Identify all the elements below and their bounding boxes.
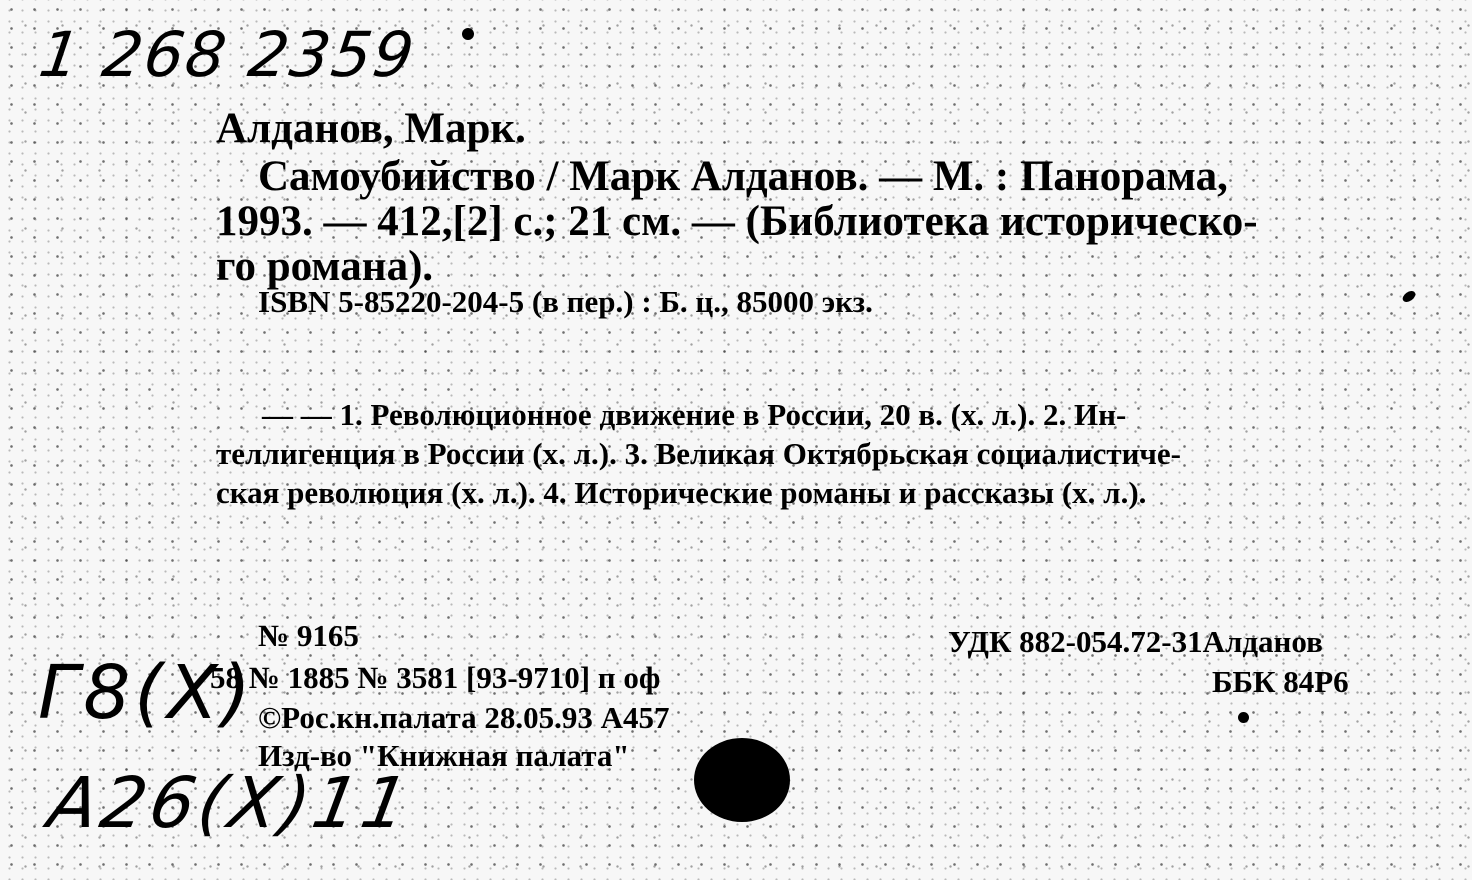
handwritten-call-number: 1 268 2359 <box>34 18 421 91</box>
copyright-line: ©Рос.кн.палата 28.05.93 А457 <box>258 700 670 735</box>
bbk-code: ББК 84Р6 <box>1212 664 1349 699</box>
subject-line-2: теллигенция в России (х. л.). 3. Великая Октябрьская социалистиче- <box>216 436 1181 471</box>
record-number: № 9165 <box>258 618 359 653</box>
registration-numbers: 58 № 1885 № 3581 [93-9710] п оф <box>210 660 661 695</box>
title-line-1: Самоубийство / Марк Алданов. — М. : Панорама, <box>258 153 1228 200</box>
title-line-3: го романа). <box>216 243 434 290</box>
isbn-line: ISBN 5-85220-204-5 (в пер.) : Б. ц., 85000 экз. <box>258 284 873 319</box>
ink-mark <box>1401 289 1418 304</box>
ink-dot <box>462 28 474 40</box>
punch-hole <box>694 738 790 822</box>
handwritten-shelf-code-1: Г8(Х) <box>38 650 255 736</box>
subject-line-1: — — 1. Революционное движение в России, 20 в. (х. л.). 2. Ин- <box>262 397 1127 432</box>
ink-dot <box>1238 712 1249 723</box>
subject-line-3: ская революция (х. л.). 4. Исторические романы и рассказы (х. л.). <box>216 475 1147 510</box>
author-heading: Алданов, Марк. <box>216 105 526 152</box>
handwritten-shelf-code-2: А26(Х)11 <box>42 762 418 844</box>
title-line-2: 1993. — 412,[2] с.; 21 см. — (Библиотека историческо- <box>216 198 1258 245</box>
udc-code: УДК 882-054.72-31Алданов <box>948 624 1323 659</box>
publisher-line: Изд-во "Книжная палата" <box>258 738 630 773</box>
